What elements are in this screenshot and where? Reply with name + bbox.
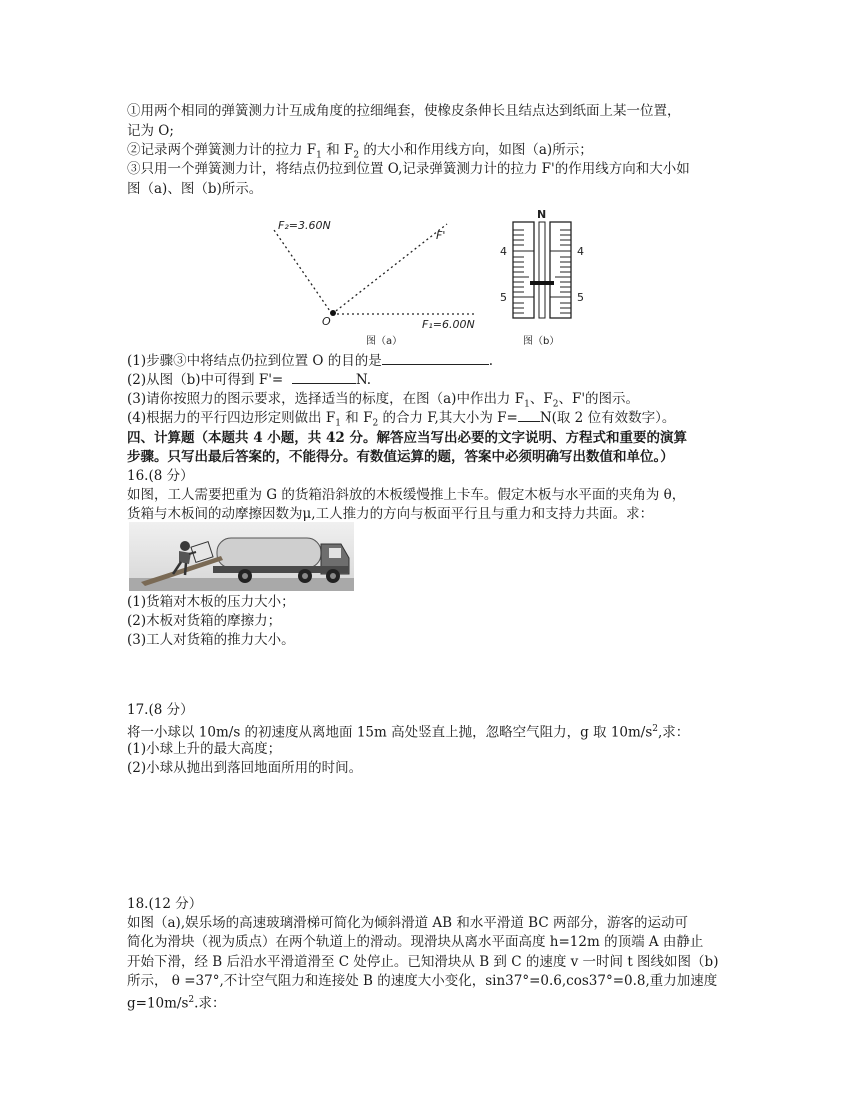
q18-paragraph-line-1: 如图（a),娱乐场的高速玻璃滑梯可简化为倾斜滑道 AB 和水平滑道 BC 两部分，游客的运动可 [127, 915, 688, 931]
scale-tick-5-left: 5 [500, 291, 507, 304]
q16-sub-1: (1)货箱对木板的压力大小； [127, 594, 295, 610]
figure-b-caption: 图（b） [523, 336, 560, 347]
figure-b-spring-scale [493, 206, 593, 350]
figure-a-force-diagram [262, 208, 492, 350]
q17-paragraph: 将一小球以 10m/s 的初速度从离地面 15m 高处竖直上抛，忽略空气阻力，g 取 $10m/s^2$,求： [127, 724, 690, 741]
q16-paragraph-line-1: 如图，工人需要把重为 G 的货箱沿斜放的木板缓慢推上卡车。假定木板与水平面的夹角为 θ， [127, 487, 686, 503]
figure-a-caption: 图（a） [366, 336, 403, 347]
q16-header: 16.(8 分） [127, 468, 194, 484]
q17-header: 17.(8 分） [127, 702, 194, 718]
q16-sub-3: (3)工人对货箱的推力大小。 [127, 632, 295, 648]
section-4-heading-line-1: 四、计算题（本题共 4 小题，共 42 分。解答应当写出必要的文字说明、方程式和重要的演算 [127, 430, 687, 446]
step-2-line: ②记录两个弹簧测力计的拉力 $F_1$ 和 $F_2$ 的大小和作用线方向，如图（a)所示； [127, 142, 593, 161]
q16-sub-2: (2)木板对货箱的摩擦力； [127, 613, 282, 629]
step-3-line-a: ③只用一个弹簧测力计，将结点仍拉到位置 O,记录弹簧测力计的拉力 F'的作用线方向和大小如 [127, 161, 690, 177]
q18-paragraph-line-4: 所示， θ =37°,不计空气阻力和连接处 B 的速度大小变化，sin37°=0.6,cos37°=0.8,重力加速度 [127, 973, 718, 989]
q15-blank-2[interactable] [292, 371, 356, 384]
scale-spring-rod [539, 222, 545, 318]
q15-blank-4[interactable] [518, 409, 540, 422]
q18-header: 18.(12 分） [127, 896, 203, 912]
scale-left-body [513, 222, 534, 318]
o-label: O [322, 315, 331, 328]
truck-loading-photo [129, 522, 354, 591]
scale-right-body [550, 222, 571, 318]
q15-item-2: (2)从图（b)中可得到 F'= N. [127, 372, 372, 388]
f-prime-line [332, 224, 447, 314]
step-1-line-a: ①用两个相同的弹簧测力计互成角度的拉细绳套，使橡皮条伸长且结点达到纸面上某一位置， [127, 103, 681, 119]
step-3-line-b: 图（a)、图（b)所示。 [127, 181, 263, 197]
q15-item-1: (1)步骤③中将结点仍拉到位置 O 的目的是 . [127, 353, 494, 369]
q18-paragraph-line-5: $g=10m/s^2$.求： [127, 995, 226, 1012]
f2-label: F₂=3.60N [278, 219, 331, 232]
scale-pointer [530, 281, 554, 285]
f1-label: F₁=6.00N [422, 318, 475, 331]
q18-paragraph-line-2: 简化为滑块（视为质点）在两个轨道上的滑动。现滑块从离水平面高度 h=12m 的顶端 A 由静止 [127, 934, 704, 950]
scale-tick-5-right: 5 [577, 291, 584, 304]
f-prime-label: F' [436, 229, 446, 242]
step-1-line-b: 记为 O; [127, 123, 174, 139]
q15-item-4: (4)根据力的平行四边形定则做出 $F_1$ 和 $F_2$ 的合力 F,其大小为 F= N(取 2 位有效数字）。 [127, 410, 676, 429]
q15-item-3: (3)请你按照力的图示要求，选择适当的标度，在图（a)中作出力 $F_1$、$F_2$、F'的图示。 [127, 391, 640, 410]
section-4-heading-line-2: 步骤。只写出最后答案的，不能得分。有数值运算的题，答案中必须明确写出数值和单位。） [127, 449, 674, 465]
q17-sub-2: (2)小球从抛出到落回地面所用的时间。 [127, 760, 363, 776]
q18-paragraph-line-3: 开始下滑，经 B 后沿水平滑道滑至 C 处停止。已知滑块从 B 到 C 的速度 v 一时间 t 图线如图（b) [127, 954, 719, 970]
q15-blank-1[interactable] [382, 352, 489, 365]
scale-tick-4-right: 4 [577, 245, 584, 258]
scale-unit-label: N [537, 208, 547, 221]
point-o [330, 310, 336, 316]
scale-tick-4-left: 4 [500, 245, 507, 258]
q17-sub-1: (1)小球上升的最大高度； [127, 741, 282, 757]
f2-line [274, 230, 332, 314]
q16-paragraph-line-2: 货箱与木板间的动摩擦因数为μ,工人推力的方向与板面平行且与重力和支持力共面。求： [127, 506, 654, 522]
